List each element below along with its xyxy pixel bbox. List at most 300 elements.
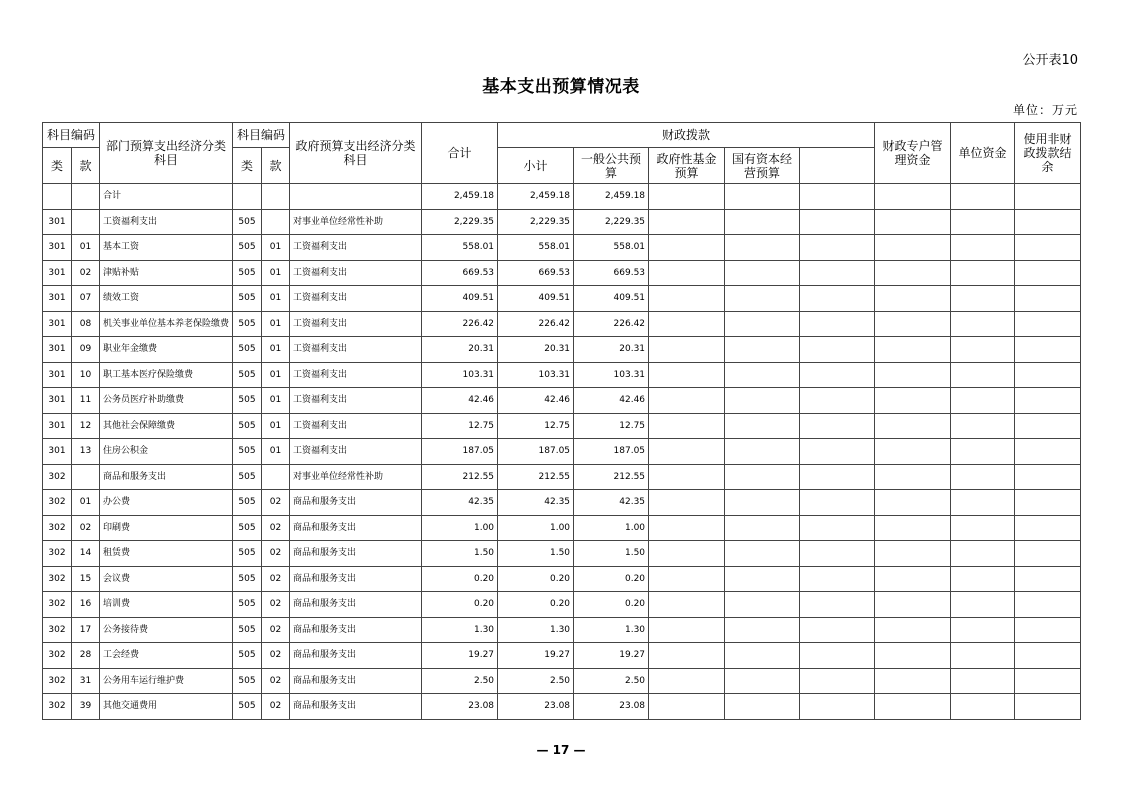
cell-dept-lei: 302 xyxy=(43,668,72,694)
cell-gov-lei: 505 xyxy=(233,617,262,643)
cell-special xyxy=(800,464,875,490)
cell-state xyxy=(725,617,800,643)
cell-unit-funds xyxy=(875,490,951,516)
cell-fund xyxy=(649,260,725,286)
cell-general: 42.46 xyxy=(574,388,649,414)
cell-gov-kuan xyxy=(262,209,290,235)
cell-carryover xyxy=(1015,362,1081,388)
cell-general: 19.27 xyxy=(574,643,649,669)
cell-carryover xyxy=(1015,235,1081,261)
cell-gov-lei: 505 xyxy=(233,541,262,567)
cell-unit-funds xyxy=(875,260,951,286)
cell-dept-kuan: 02 xyxy=(72,515,100,541)
table-row xyxy=(43,311,1081,337)
cell-special xyxy=(800,439,875,465)
header-gov-kuan: 款 xyxy=(262,148,290,184)
cell-state xyxy=(725,643,800,669)
cell-special xyxy=(800,337,875,363)
page-title: 基本支出预算情况表 xyxy=(482,77,640,97)
cell-dept-kuan xyxy=(72,184,100,210)
cell-subtotal: 0.20 xyxy=(498,566,574,592)
cell-carryover xyxy=(1015,694,1081,720)
cell-dept-name: 职业年金缴费 xyxy=(100,337,233,363)
cell-gov-name: 商品和服务支出 xyxy=(290,592,422,618)
header-general: 一般公共预算 xyxy=(574,148,649,184)
cell-state xyxy=(725,260,800,286)
cell-gov-kuan: 02 xyxy=(262,515,290,541)
cell-gov-kuan: 01 xyxy=(262,337,290,363)
cell-gov-kuan: 01 xyxy=(262,439,290,465)
cell-dept-name: 办公费 xyxy=(100,490,233,516)
cell-general: 1.50 xyxy=(574,541,649,567)
cell-unit-funds xyxy=(875,413,951,439)
cell-general: 1.30 xyxy=(574,617,649,643)
cell-subtotal: 103.31 xyxy=(498,362,574,388)
cell-dept-name: 公务接待费 xyxy=(100,617,233,643)
cell-gov-name: 对事业单位经常性补助 xyxy=(290,209,422,235)
cell-state xyxy=(725,337,800,363)
cell-total: 42.35 xyxy=(422,490,498,516)
cell-nonfiscal xyxy=(951,668,1015,694)
cell-nonfiscal xyxy=(951,337,1015,363)
cell-carryover xyxy=(1015,490,1081,516)
cell-fund xyxy=(649,362,725,388)
cell-general: 23.08 xyxy=(574,694,649,720)
table-row xyxy=(43,235,1081,261)
cell-dept-kuan: 39 xyxy=(72,694,100,720)
cell-nonfiscal xyxy=(951,490,1015,516)
cell-gov-lei: 505 xyxy=(233,209,262,235)
table-row xyxy=(43,668,1081,694)
cell-gov-kuan: 02 xyxy=(262,617,290,643)
cell-dept-kuan xyxy=(72,464,100,490)
cell-general: 103.31 xyxy=(574,362,649,388)
header-fiscal: 财政拨款 xyxy=(498,123,875,148)
cell-subtotal: 12.75 xyxy=(498,413,574,439)
cell-dept-kuan: 02 xyxy=(72,260,100,286)
cell-dept-name: 公务员医疗补助缴费 xyxy=(100,388,233,414)
cell-dept-lei: 302 xyxy=(43,566,72,592)
header-dept-code: 科目编码 xyxy=(43,123,100,148)
cell-subtotal: 1.30 xyxy=(498,617,574,643)
cell-gov-kuan xyxy=(262,464,290,490)
cell-gov-kuan: 02 xyxy=(262,541,290,567)
cell-state xyxy=(725,515,800,541)
cell-dept-lei: 301 xyxy=(43,362,72,388)
cell-dept-lei: 302 xyxy=(43,617,72,643)
cell-subtotal: 226.42 xyxy=(498,311,574,337)
cell-gov-name: 工资福利支出 xyxy=(290,260,422,286)
cell-special xyxy=(800,260,875,286)
cell-nonfiscal xyxy=(951,184,1015,210)
header-nonfiscal: 使用非财政拨款结余 xyxy=(1015,123,1081,184)
cell-general: 558.01 xyxy=(574,235,649,261)
cell-dept-name: 机关事业单位基本养老保险缴费 xyxy=(100,311,233,337)
cell-state xyxy=(725,439,800,465)
cell-unit-funds xyxy=(875,566,951,592)
cell-carryover xyxy=(1015,337,1081,363)
cell-gov-lei: 505 xyxy=(233,286,262,312)
cell-nonfiscal xyxy=(951,362,1015,388)
cell-dept-lei: 301 xyxy=(43,439,72,465)
cell-fund xyxy=(649,566,725,592)
header-total: 合计 xyxy=(422,123,498,184)
cell-gov-kuan: 01 xyxy=(262,413,290,439)
cell-gov-name: 工资福利支出 xyxy=(290,388,422,414)
cell-dept-name: 租赁费 xyxy=(100,541,233,567)
cell-total: 23.08 xyxy=(422,694,498,720)
cell-total: 1.50 xyxy=(422,541,498,567)
cell-gov-name: 工资福利支出 xyxy=(290,337,422,363)
cell-fund xyxy=(649,439,725,465)
cell-dept-kuan: 01 xyxy=(72,235,100,261)
cell-nonfiscal xyxy=(951,541,1015,567)
header-gov-name: 政府预算支出经济分类科目 xyxy=(290,123,422,184)
cell-nonfiscal xyxy=(951,694,1015,720)
cell-fund xyxy=(649,668,725,694)
cell-state xyxy=(725,694,800,720)
cell-unit-funds xyxy=(875,464,951,490)
cell-special xyxy=(800,311,875,337)
cell-unit-funds xyxy=(875,209,951,235)
table-row xyxy=(43,515,1081,541)
cell-total: 19.27 xyxy=(422,643,498,669)
cell-general: 2,459.18 xyxy=(574,184,649,210)
cell-unit-funds xyxy=(875,439,951,465)
cell-special xyxy=(800,235,875,261)
cell-unit-funds xyxy=(875,388,951,414)
cell-fund xyxy=(649,617,725,643)
table-row xyxy=(43,643,1081,669)
cell-dept-lei: 302 xyxy=(43,541,72,567)
cell-gov-kuan: 02 xyxy=(262,490,290,516)
cell-nonfiscal xyxy=(951,260,1015,286)
cell-gov-name: 对事业单位经常性补助 xyxy=(290,464,422,490)
cell-fund xyxy=(649,388,725,414)
cell-general: 212.55 xyxy=(574,464,649,490)
cell-special xyxy=(800,566,875,592)
cell-carryover xyxy=(1015,260,1081,286)
header-dept-lei: 类 xyxy=(43,148,72,184)
cell-state xyxy=(725,388,800,414)
cell-dept-kuan: 14 xyxy=(72,541,100,567)
table-row xyxy=(43,337,1081,363)
cell-carryover xyxy=(1015,209,1081,235)
cell-carryover xyxy=(1015,439,1081,465)
cell-gov-lei: 505 xyxy=(233,260,262,286)
cell-gov-kuan: 01 xyxy=(262,286,290,312)
cell-total: 12.75 xyxy=(422,413,498,439)
cell-dept-lei: 302 xyxy=(43,490,72,516)
cell-total: 212.55 xyxy=(422,464,498,490)
cell-gov-lei: 505 xyxy=(233,235,262,261)
cell-gov-name: 工资福利支出 xyxy=(290,235,422,261)
cell-gov-lei: 505 xyxy=(233,566,262,592)
cell-fund xyxy=(649,694,725,720)
cell-fund xyxy=(649,209,725,235)
cell-state xyxy=(725,311,800,337)
cell-subtotal: 1.50 xyxy=(498,541,574,567)
cell-gov-lei: 505 xyxy=(233,337,262,363)
cell-subtotal: 409.51 xyxy=(498,286,574,312)
cell-special xyxy=(800,388,875,414)
cell-subtotal: 23.08 xyxy=(498,694,574,720)
cell-dept-kuan: 13 xyxy=(72,439,100,465)
cell-gov-name xyxy=(290,184,422,210)
cell-unit-funds xyxy=(875,337,951,363)
cell-gov-lei: 505 xyxy=(233,362,262,388)
cell-gov-lei: 505 xyxy=(233,515,262,541)
cell-unit-funds xyxy=(875,592,951,618)
cell-gov-name: 商品和服务支出 xyxy=(290,541,422,567)
table-row xyxy=(43,541,1081,567)
cell-gov-lei: 505 xyxy=(233,311,262,337)
cell-gov-kuan: 02 xyxy=(262,592,290,618)
cell-dept-kuan: 17 xyxy=(72,617,100,643)
cell-subtotal: 558.01 xyxy=(498,235,574,261)
cell-fund xyxy=(649,541,725,567)
cell-total: 42.46 xyxy=(422,388,498,414)
cell-unit-funds xyxy=(875,643,951,669)
cell-gov-kuan: 02 xyxy=(262,668,290,694)
cell-gov-kuan: 01 xyxy=(262,362,290,388)
cell-total: 1.30 xyxy=(422,617,498,643)
cell-dept-kuan: 08 xyxy=(72,311,100,337)
cell-dept-kuan xyxy=(72,209,100,235)
cell-subtotal: 2.50 xyxy=(498,668,574,694)
cell-fund xyxy=(649,311,725,337)
cell-dept-name: 工会经费 xyxy=(100,643,233,669)
table-row xyxy=(43,617,1081,643)
cell-subtotal: 42.35 xyxy=(498,490,574,516)
cell-state xyxy=(725,413,800,439)
cell-dept-kuan: 28 xyxy=(72,643,100,669)
cell-special xyxy=(800,617,875,643)
header-dept-kuan: 款 xyxy=(72,148,100,184)
cell-gov-kuan: 01 xyxy=(262,311,290,337)
cell-unit-funds xyxy=(875,235,951,261)
cell-special xyxy=(800,209,875,235)
cell-gov-lei: 505 xyxy=(233,668,262,694)
cell-total: 226.42 xyxy=(422,311,498,337)
cell-dept-name: 其他交通费用 xyxy=(100,694,233,720)
cell-nonfiscal xyxy=(951,617,1015,643)
header-dept-name: 部门预算支出经济分类科目 xyxy=(100,123,233,184)
cell-dept-name: 职工基本医疗保险缴费 xyxy=(100,362,233,388)
cell-dept-lei: 302 xyxy=(43,464,72,490)
cell-unit-funds xyxy=(875,541,951,567)
cell-dept-lei: 301 xyxy=(43,413,72,439)
cell-subtotal: 2,459.18 xyxy=(498,184,574,210)
cell-total: 20.31 xyxy=(422,337,498,363)
cell-general: 669.53 xyxy=(574,260,649,286)
cell-nonfiscal xyxy=(951,566,1015,592)
cell-special xyxy=(800,413,875,439)
cell-dept-name: 住房公积金 xyxy=(100,439,233,465)
cell-state xyxy=(725,668,800,694)
cell-unit-funds xyxy=(875,362,951,388)
cell-gov-name: 商品和服务支出 xyxy=(290,490,422,516)
budget-table xyxy=(42,122,1081,720)
cell-gov-name: 工资福利支出 xyxy=(290,439,422,465)
cell-fund xyxy=(649,184,725,210)
cell-general: 0.20 xyxy=(574,592,649,618)
cell-carryover xyxy=(1015,388,1081,414)
cell-dept-name: 会议费 xyxy=(100,566,233,592)
cell-fund xyxy=(649,515,725,541)
cell-fund xyxy=(649,413,725,439)
cell-nonfiscal xyxy=(951,515,1015,541)
cell-total: 409.51 xyxy=(422,286,498,312)
cell-dept-lei: 301 xyxy=(43,388,72,414)
cell-gov-lei: 505 xyxy=(233,413,262,439)
cell-gov-name: 工资福利支出 xyxy=(290,286,422,312)
cell-dept-kuan: 01 xyxy=(72,490,100,516)
cell-state xyxy=(725,286,800,312)
cell-carryover xyxy=(1015,413,1081,439)
header-gov-code: 科目编码 xyxy=(233,123,290,148)
cell-general: 0.20 xyxy=(574,566,649,592)
cell-subtotal: 0.20 xyxy=(498,592,574,618)
cell-carryover xyxy=(1015,311,1081,337)
table-row xyxy=(43,260,1081,286)
cell-gov-kuan: 02 xyxy=(262,566,290,592)
header-state: 国有资本经营预算 xyxy=(725,148,800,184)
cell-gov-name: 工资福利支出 xyxy=(290,311,422,337)
cell-carryover xyxy=(1015,464,1081,490)
cell-dept-lei: 302 xyxy=(43,643,72,669)
table-row xyxy=(43,388,1081,414)
table-row xyxy=(43,566,1081,592)
cell-total: 0.20 xyxy=(422,566,498,592)
table-row xyxy=(43,464,1081,490)
cell-fund xyxy=(649,592,725,618)
cell-dept-name: 绩效工资 xyxy=(100,286,233,312)
table-row xyxy=(43,490,1081,516)
cell-nonfiscal xyxy=(951,388,1015,414)
cell-fund xyxy=(649,337,725,363)
cell-gov-name: 商品和服务支出 xyxy=(290,617,422,643)
header-fund: 政府性基金预算 xyxy=(649,148,725,184)
header-subtotal: 小计 xyxy=(498,148,574,184)
cell-special xyxy=(800,643,875,669)
cell-gov-lei xyxy=(233,184,262,210)
cell-unit-funds xyxy=(875,311,951,337)
cell-dept-kuan: 16 xyxy=(72,592,100,618)
cell-special xyxy=(800,515,875,541)
cell-dept-kuan: 07 xyxy=(72,286,100,312)
cell-dept-lei: 301 xyxy=(43,260,72,286)
cell-special xyxy=(800,592,875,618)
cell-state xyxy=(725,592,800,618)
cell-unit-funds xyxy=(875,668,951,694)
cell-gov-name: 商品和服务支出 xyxy=(290,694,422,720)
cell-dept-name: 基本工资 xyxy=(100,235,233,261)
cell-gov-kuan: 01 xyxy=(262,388,290,414)
cell-total: 2,459.18 xyxy=(422,184,498,210)
cell-dept-kuan: 31 xyxy=(72,668,100,694)
cell-nonfiscal xyxy=(951,209,1015,235)
cell-dept-name: 合计 xyxy=(100,184,233,210)
cell-general: 12.75 xyxy=(574,413,649,439)
cell-special xyxy=(800,490,875,516)
cell-gov-lei: 505 xyxy=(233,388,262,414)
cell-gov-lei: 505 xyxy=(233,439,262,465)
cell-general: 42.35 xyxy=(574,490,649,516)
cell-state xyxy=(725,464,800,490)
cell-fund xyxy=(649,490,725,516)
cell-gov-name: 商品和服务支出 xyxy=(290,515,422,541)
cell-carryover xyxy=(1015,515,1081,541)
cell-gov-kuan: 02 xyxy=(262,694,290,720)
cell-dept-lei: 301 xyxy=(43,337,72,363)
table-row xyxy=(43,362,1081,388)
cell-gov-name: 商品和服务支出 xyxy=(290,668,422,694)
cell-total: 187.05 xyxy=(422,439,498,465)
cell-fund xyxy=(649,235,725,261)
cell-gov-kuan: 02 xyxy=(262,643,290,669)
header-unit-funds: 单位资金 xyxy=(951,123,1015,184)
cell-general: 2.50 xyxy=(574,668,649,694)
cell-gov-name: 商品和服务支出 xyxy=(290,566,422,592)
cell-carryover xyxy=(1015,617,1081,643)
cell-gov-kuan: 01 xyxy=(262,260,290,286)
cell-unit-funds xyxy=(875,515,951,541)
cell-general: 20.31 xyxy=(574,337,649,363)
cell-unit-funds xyxy=(875,694,951,720)
cell-carryover xyxy=(1015,566,1081,592)
cell-subtotal: 20.31 xyxy=(498,337,574,363)
cell-fund xyxy=(649,286,725,312)
cell-fund xyxy=(649,464,725,490)
cell-unit-funds xyxy=(875,286,951,312)
cell-general: 409.51 xyxy=(574,286,649,312)
cell-dept-kuan: 12 xyxy=(72,413,100,439)
cell-dept-name: 公务用车运行维护费 xyxy=(100,668,233,694)
cell-gov-name: 商品和服务支出 xyxy=(290,643,422,669)
cell-nonfiscal xyxy=(951,286,1015,312)
cell-nonfiscal xyxy=(951,311,1015,337)
cell-nonfiscal xyxy=(951,592,1015,618)
cell-carryover xyxy=(1015,184,1081,210)
cell-nonfiscal xyxy=(951,643,1015,669)
cell-general: 1.00 xyxy=(574,515,649,541)
cell-dept-kuan: 10 xyxy=(72,362,100,388)
cell-state xyxy=(725,209,800,235)
table-row xyxy=(43,439,1081,465)
cell-nonfiscal xyxy=(951,413,1015,439)
cell-general: 187.05 xyxy=(574,439,649,465)
cell-carryover xyxy=(1015,286,1081,312)
cell-dept-name: 培训费 xyxy=(100,592,233,618)
cell-total: 1.00 xyxy=(422,515,498,541)
table-row xyxy=(43,694,1081,720)
cell-state xyxy=(725,541,800,567)
cell-dept-lei: 301 xyxy=(43,235,72,261)
cell-gov-kuan xyxy=(262,184,290,210)
table-row xyxy=(43,209,1081,235)
cell-dept-name: 其他社会保障缴费 xyxy=(100,413,233,439)
cell-dept-kuan: 15 xyxy=(72,566,100,592)
cell-dept-name: 印刷费 xyxy=(100,515,233,541)
cell-total: 2.50 xyxy=(422,668,498,694)
cell-state xyxy=(725,362,800,388)
cell-gov-lei: 505 xyxy=(233,490,262,516)
cell-subtotal: 1.00 xyxy=(498,515,574,541)
cell-general: 226.42 xyxy=(574,311,649,337)
cell-total: 0.20 xyxy=(422,592,498,618)
cell-nonfiscal xyxy=(951,439,1015,465)
